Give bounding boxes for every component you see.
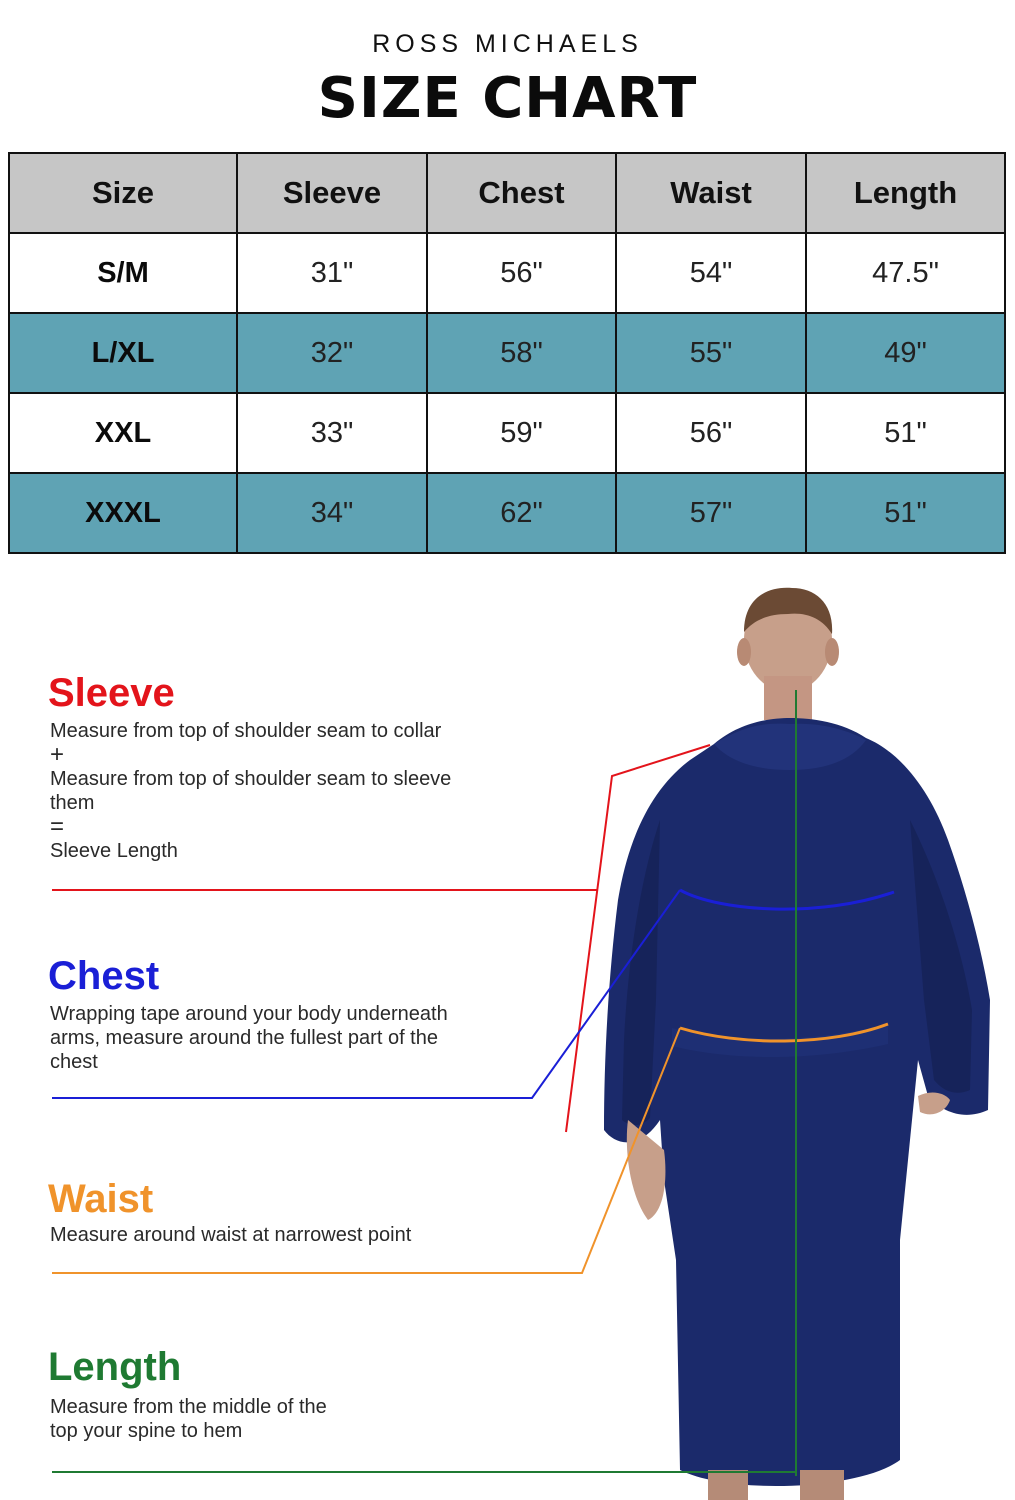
length-cell: 47.5" (806, 233, 1005, 313)
column-header-size: Size (9, 153, 237, 233)
brand-name: ROSS MICHAELS (372, 30, 643, 58)
column-header-chest: Chest (427, 153, 616, 233)
chest-text-line: chest (50, 1051, 98, 1073)
waist-cell: 57" (616, 473, 806, 553)
sleeve-cell: 32" (237, 313, 427, 393)
page-title: SIZE CHART (317, 66, 698, 131)
sleeve-heading: Sleeve (48, 671, 175, 715)
sleeve-text-line: Sleeve Length (50, 840, 178, 862)
waist-cell: 56" (616, 393, 806, 473)
sleeve-cell: 33" (237, 393, 427, 473)
length-text-line: top your spine to hem (50, 1420, 243, 1442)
chest-heading: Chest (48, 954, 160, 998)
chest-section (48, 956, 448, 1074)
waist-heading: Waist (48, 1177, 154, 1221)
chest-text-line: Wrapping tape around your body underneath (50, 1003, 448, 1025)
waist-cell: 54" (616, 233, 806, 313)
chest-text-line: arms, measure around the fullest part of the (50, 1027, 438, 1049)
sleeve-cell: 34" (237, 473, 427, 553)
chest-cell: 58" (427, 313, 616, 393)
length-section (48, 1347, 327, 1443)
chest-cell: 59" (427, 393, 616, 473)
length-cell: 51" (806, 473, 1005, 553)
size-cell: XXXL (9, 473, 237, 553)
equals-symbol: = (50, 813, 65, 840)
column-header-length: Length (806, 153, 1005, 233)
length-cell: 49" (806, 313, 1005, 393)
chest-cell: 56" (427, 233, 616, 313)
sleeve-cell: 31" (237, 233, 427, 313)
plus-symbol: + (50, 741, 65, 768)
size-cell: S/M (9, 233, 237, 313)
length-heading: Length (48, 1345, 182, 1389)
sleeve-section (48, 673, 451, 863)
sleeve-text-line: Measure from top of shoulder seam to collar (50, 720, 442, 742)
sleeve-text-line: Measure from top of shoulder seam to sleeve (50, 768, 452, 790)
length-cell: 51" (806, 393, 1005, 473)
size-cell: L/XL (9, 313, 237, 393)
waist-text-line: Measure around waist at narrowest point (50, 1224, 412, 1246)
column-header-sleeve: Sleeve (237, 153, 427, 233)
waist-cell: 55" (616, 313, 806, 393)
length-text-line: Measure from the middle of the (50, 1396, 327, 1418)
column-header-waist: Waist (616, 153, 806, 233)
sleeve-text-line: them (50, 792, 95, 814)
waist-section (48, 1179, 411, 1247)
chest-cell: 62" (427, 473, 616, 553)
size-cell: XXL (9, 393, 237, 473)
